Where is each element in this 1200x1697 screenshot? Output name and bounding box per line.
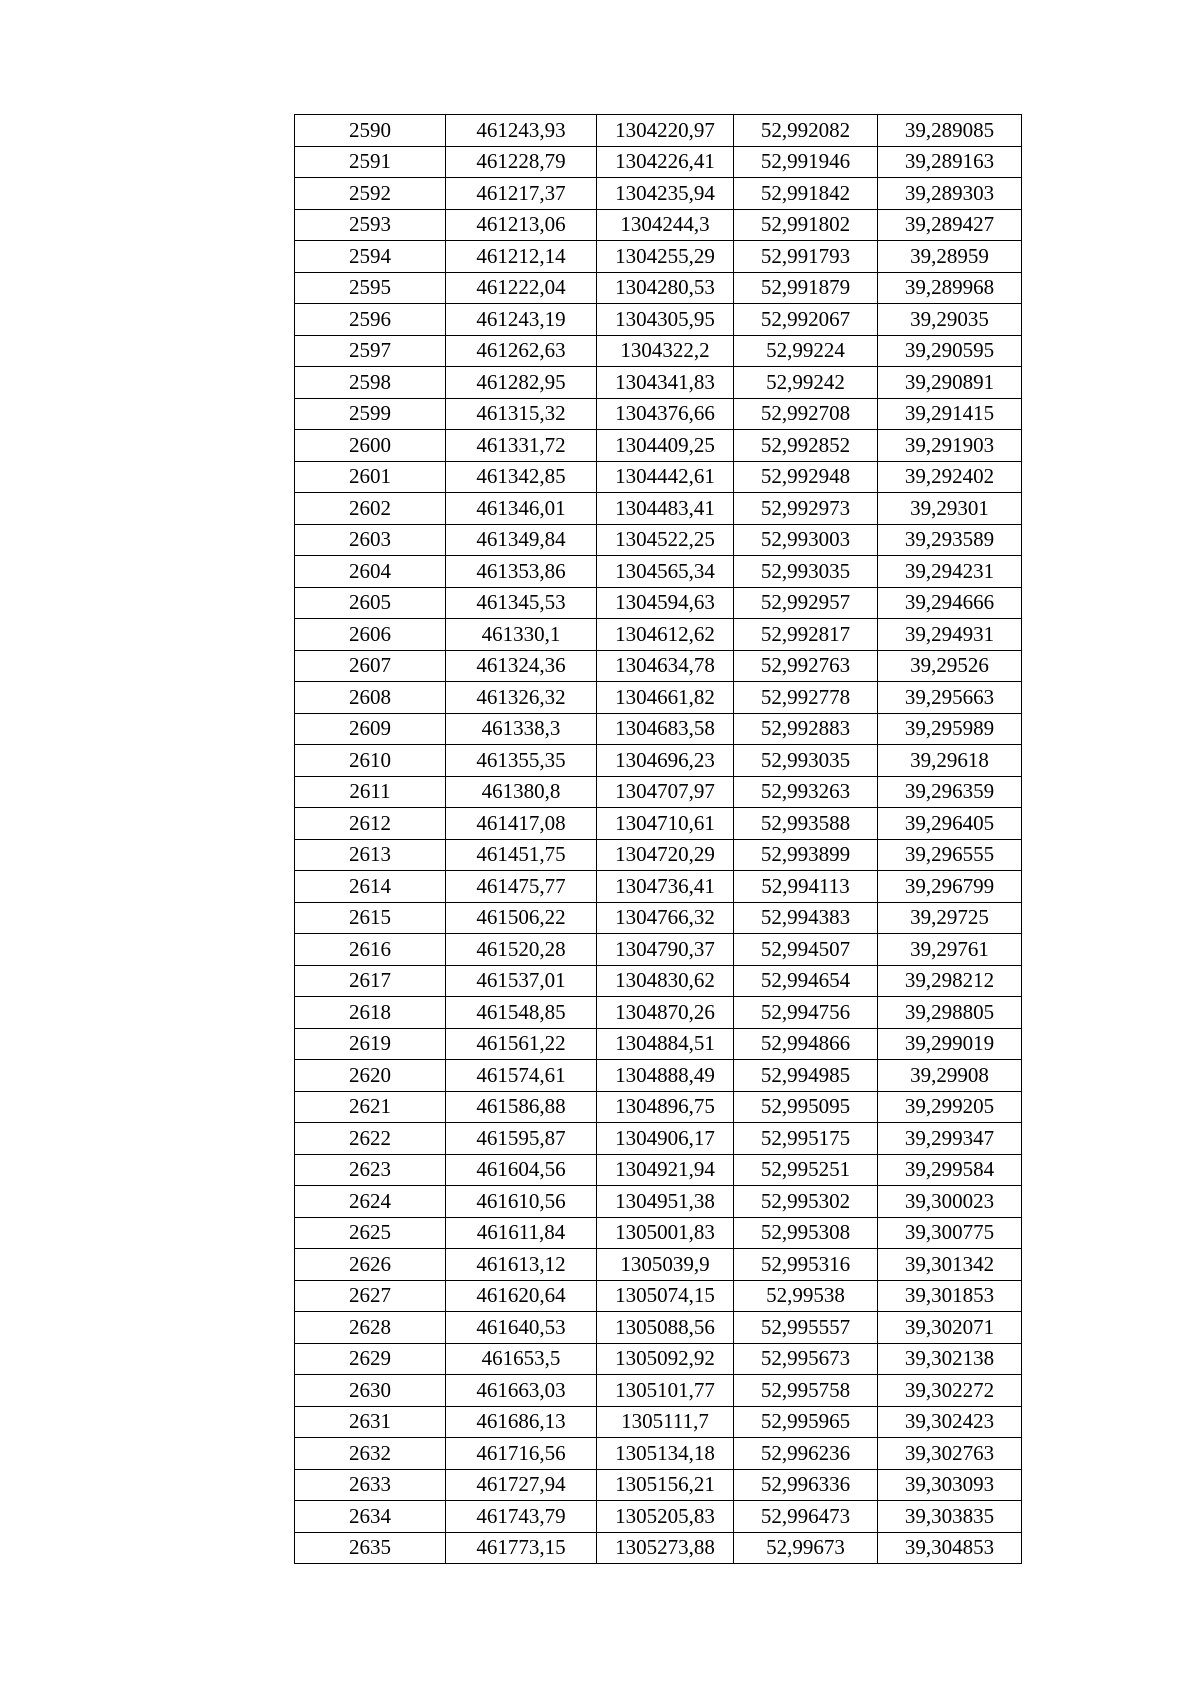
table-row bbox=[295, 1532, 1022, 1564]
y-coordinate-cell: 1304341,83 bbox=[597, 367, 734, 399]
longitude-cell: 39,290891 bbox=[878, 367, 1022, 399]
x-coordinate-cell: 461548,85 bbox=[446, 997, 597, 1029]
point-number-cell: 2595 bbox=[295, 272, 446, 304]
y-coordinate-cell: 1304522,25 bbox=[597, 524, 734, 556]
y-coordinate-cell: 1304790,37 bbox=[597, 934, 734, 966]
latitude-cell: 52,991879 bbox=[734, 272, 878, 304]
point-number-cell: 2613 bbox=[295, 839, 446, 871]
x-coordinate-cell: 461743,79 bbox=[446, 1501, 597, 1533]
point-number-cell: 2631 bbox=[295, 1406, 446, 1438]
table-row bbox=[295, 493, 1022, 525]
table-row bbox=[295, 430, 1022, 462]
y-coordinate-cell: 1304720,29 bbox=[597, 839, 734, 871]
latitude-cell: 52,994756 bbox=[734, 997, 878, 1029]
table-row bbox=[295, 556, 1022, 588]
y-coordinate-cell: 1304661,82 bbox=[597, 682, 734, 714]
table-row bbox=[295, 1343, 1022, 1375]
y-coordinate-cell: 1305205,83 bbox=[597, 1501, 734, 1533]
x-coordinate-cell: 461345,53 bbox=[446, 587, 597, 619]
table-row bbox=[295, 1438, 1022, 1470]
x-coordinate-cell: 461613,12 bbox=[446, 1249, 597, 1281]
latitude-cell: 52,995673 bbox=[734, 1343, 878, 1375]
table-row bbox=[295, 1123, 1022, 1155]
point-number-cell: 2612 bbox=[295, 808, 446, 840]
coordinates-table bbox=[294, 114, 1022, 1564]
longitude-cell: 39,303093 bbox=[878, 1469, 1022, 1501]
longitude-cell: 39,300023 bbox=[878, 1186, 1022, 1218]
point-number-cell: 2625 bbox=[295, 1217, 446, 1249]
y-coordinate-cell: 1304280,53 bbox=[597, 272, 734, 304]
latitude-cell: 52,991946 bbox=[734, 146, 878, 178]
coordinates-table-body bbox=[295, 115, 1022, 1564]
y-coordinate-cell: 1304707,97 bbox=[597, 776, 734, 808]
latitude-cell: 52,99538 bbox=[734, 1280, 878, 1312]
longitude-cell: 39,289163 bbox=[878, 146, 1022, 178]
y-coordinate-cell: 1304565,34 bbox=[597, 556, 734, 588]
point-number-cell: 2619 bbox=[295, 1028, 446, 1060]
point-number-cell: 2622 bbox=[295, 1123, 446, 1155]
table-row bbox=[295, 902, 1022, 934]
table-row bbox=[295, 997, 1022, 1029]
x-coordinate-cell: 461640,53 bbox=[446, 1312, 597, 1344]
x-coordinate-cell: 461243,93 bbox=[446, 115, 597, 147]
x-coordinate-cell: 461324,36 bbox=[446, 650, 597, 682]
longitude-cell: 39,293589 bbox=[878, 524, 1022, 556]
latitude-cell: 52,995251 bbox=[734, 1154, 878, 1186]
latitude-cell: 52,995175 bbox=[734, 1123, 878, 1155]
point-number-cell: 2621 bbox=[295, 1091, 446, 1123]
longitude-cell: 39,296359 bbox=[878, 776, 1022, 808]
latitude-cell: 52,995965 bbox=[734, 1406, 878, 1438]
longitude-cell: 39,304853 bbox=[878, 1532, 1022, 1564]
point-number-cell: 2615 bbox=[295, 902, 446, 934]
y-coordinate-cell: 1305092,92 bbox=[597, 1343, 734, 1375]
longitude-cell: 39,29761 bbox=[878, 934, 1022, 966]
longitude-cell: 39,303835 bbox=[878, 1501, 1022, 1533]
longitude-cell: 39,29301 bbox=[878, 493, 1022, 525]
x-coordinate-cell: 461353,86 bbox=[446, 556, 597, 588]
table-row bbox=[295, 461, 1022, 493]
table-row bbox=[295, 1312, 1022, 1344]
y-coordinate-cell: 1304683,58 bbox=[597, 713, 734, 745]
y-coordinate-cell: 1304594,63 bbox=[597, 587, 734, 619]
x-coordinate-cell: 461212,14 bbox=[446, 241, 597, 273]
table-row bbox=[295, 745, 1022, 777]
y-coordinate-cell: 1304921,94 bbox=[597, 1154, 734, 1186]
longitude-cell: 39,294931 bbox=[878, 619, 1022, 651]
latitude-cell: 52,995758 bbox=[734, 1375, 878, 1407]
x-coordinate-cell: 461604,56 bbox=[446, 1154, 597, 1186]
longitude-cell: 39,294666 bbox=[878, 587, 1022, 619]
y-coordinate-cell: 1304766,32 bbox=[597, 902, 734, 934]
point-number-cell: 2601 bbox=[295, 461, 446, 493]
point-number-cell: 2610 bbox=[295, 745, 446, 777]
x-coordinate-cell: 461213,06 bbox=[446, 209, 597, 241]
table-row bbox=[295, 839, 1022, 871]
longitude-cell: 39,295663 bbox=[878, 682, 1022, 714]
longitude-cell: 39,302423 bbox=[878, 1406, 1022, 1438]
y-coordinate-cell: 1304483,41 bbox=[597, 493, 734, 525]
x-coordinate-cell: 461537,01 bbox=[446, 965, 597, 997]
table-row bbox=[295, 1280, 1022, 1312]
point-number-cell: 2606 bbox=[295, 619, 446, 651]
x-coordinate-cell: 461243,19 bbox=[446, 304, 597, 336]
table-row bbox=[295, 871, 1022, 903]
point-number-cell: 2623 bbox=[295, 1154, 446, 1186]
longitude-cell: 39,28959 bbox=[878, 241, 1022, 273]
x-coordinate-cell: 461331,72 bbox=[446, 430, 597, 462]
y-coordinate-cell: 1305156,21 bbox=[597, 1469, 734, 1501]
x-coordinate-cell: 461417,08 bbox=[446, 808, 597, 840]
point-number-cell: 2590 bbox=[295, 115, 446, 147]
table-row bbox=[295, 1469, 1022, 1501]
y-coordinate-cell: 1304235,94 bbox=[597, 178, 734, 210]
longitude-cell: 39,290595 bbox=[878, 335, 1022, 367]
table-row bbox=[295, 335, 1022, 367]
longitude-cell: 39,289968 bbox=[878, 272, 1022, 304]
longitude-cell: 39,29725 bbox=[878, 902, 1022, 934]
latitude-cell: 52,992778 bbox=[734, 682, 878, 714]
latitude-cell: 52,995095 bbox=[734, 1091, 878, 1123]
table-row bbox=[295, 965, 1022, 997]
table-row bbox=[295, 367, 1022, 399]
y-coordinate-cell: 1305039,9 bbox=[597, 1249, 734, 1281]
latitude-cell: 52,995308 bbox=[734, 1217, 878, 1249]
longitude-cell: 39,300775 bbox=[878, 1217, 1022, 1249]
latitude-cell: 52,993035 bbox=[734, 745, 878, 777]
point-number-cell: 2627 bbox=[295, 1280, 446, 1312]
x-coordinate-cell: 461506,22 bbox=[446, 902, 597, 934]
y-coordinate-cell: 1304906,17 bbox=[597, 1123, 734, 1155]
point-number-cell: 2603 bbox=[295, 524, 446, 556]
longitude-cell: 39,301342 bbox=[878, 1249, 1022, 1281]
longitude-cell: 39,302138 bbox=[878, 1343, 1022, 1375]
latitude-cell: 52,99242 bbox=[734, 367, 878, 399]
latitude-cell: 52,995557 bbox=[734, 1312, 878, 1344]
point-number-cell: 2605 bbox=[295, 587, 446, 619]
table-row bbox=[295, 272, 1022, 304]
y-coordinate-cell: 1304305,95 bbox=[597, 304, 734, 336]
longitude-cell: 39,291415 bbox=[878, 398, 1022, 430]
x-coordinate-cell: 461653,5 bbox=[446, 1343, 597, 1375]
y-coordinate-cell: 1304736,41 bbox=[597, 871, 734, 903]
longitude-cell: 39,302272 bbox=[878, 1375, 1022, 1407]
longitude-cell: 39,289427 bbox=[878, 209, 1022, 241]
longitude-cell: 39,295989 bbox=[878, 713, 1022, 745]
latitude-cell: 52,992763 bbox=[734, 650, 878, 682]
x-coordinate-cell: 461228,79 bbox=[446, 146, 597, 178]
longitude-cell: 39,294231 bbox=[878, 556, 1022, 588]
point-number-cell: 2626 bbox=[295, 1249, 446, 1281]
point-number-cell: 2632 bbox=[295, 1438, 446, 1470]
table-row bbox=[295, 808, 1022, 840]
table-row bbox=[295, 776, 1022, 808]
longitude-cell: 39,296405 bbox=[878, 808, 1022, 840]
point-number-cell: 2597 bbox=[295, 335, 446, 367]
latitude-cell: 52,992948 bbox=[734, 461, 878, 493]
longitude-cell: 39,29618 bbox=[878, 745, 1022, 777]
x-coordinate-cell: 461380,8 bbox=[446, 776, 597, 808]
x-coordinate-cell: 461338,3 bbox=[446, 713, 597, 745]
latitude-cell: 52,993899 bbox=[734, 839, 878, 871]
x-coordinate-cell: 461686,13 bbox=[446, 1406, 597, 1438]
y-coordinate-cell: 1304409,25 bbox=[597, 430, 734, 462]
y-coordinate-cell: 1305111,7 bbox=[597, 1406, 734, 1438]
longitude-cell: 39,291903 bbox=[878, 430, 1022, 462]
latitude-cell: 52,992082 bbox=[734, 115, 878, 147]
point-number-cell: 2628 bbox=[295, 1312, 446, 1344]
latitude-cell: 52,994985 bbox=[734, 1060, 878, 1092]
x-coordinate-cell: 461315,32 bbox=[446, 398, 597, 430]
y-coordinate-cell: 1304830,62 bbox=[597, 965, 734, 997]
point-number-cell: 2617 bbox=[295, 965, 446, 997]
table-row bbox=[295, 241, 1022, 273]
longitude-cell: 39,296799 bbox=[878, 871, 1022, 903]
point-number-cell: 2629 bbox=[295, 1343, 446, 1375]
point-number-cell: 2598 bbox=[295, 367, 446, 399]
y-coordinate-cell: 1304634,78 bbox=[597, 650, 734, 682]
latitude-cell: 52,996236 bbox=[734, 1438, 878, 1470]
x-coordinate-cell: 461262,63 bbox=[446, 335, 597, 367]
x-coordinate-cell: 461663,03 bbox=[446, 1375, 597, 1407]
y-coordinate-cell: 1304870,26 bbox=[597, 997, 734, 1029]
longitude-cell: 39,29526 bbox=[878, 650, 1022, 682]
x-coordinate-cell: 461716,56 bbox=[446, 1438, 597, 1470]
latitude-cell: 52,992883 bbox=[734, 713, 878, 745]
point-number-cell: 2608 bbox=[295, 682, 446, 714]
x-coordinate-cell: 461574,61 bbox=[446, 1060, 597, 1092]
latitude-cell: 52,99673 bbox=[734, 1532, 878, 1564]
point-number-cell: 2594 bbox=[295, 241, 446, 273]
point-number-cell: 2633 bbox=[295, 1469, 446, 1501]
x-coordinate-cell: 461346,01 bbox=[446, 493, 597, 525]
table-row bbox=[295, 1249, 1022, 1281]
longitude-cell: 39,292402 bbox=[878, 461, 1022, 493]
longitude-cell: 39,299584 bbox=[878, 1154, 1022, 1186]
longitude-cell: 39,289303 bbox=[878, 178, 1022, 210]
latitude-cell: 52,992708 bbox=[734, 398, 878, 430]
x-coordinate-cell: 461330,1 bbox=[446, 619, 597, 651]
point-number-cell: 2593 bbox=[295, 209, 446, 241]
point-number-cell: 2611 bbox=[295, 776, 446, 808]
y-coordinate-cell: 1304255,29 bbox=[597, 241, 734, 273]
latitude-cell: 52,99224 bbox=[734, 335, 878, 367]
table-row bbox=[295, 682, 1022, 714]
point-number-cell: 2604 bbox=[295, 556, 446, 588]
x-coordinate-cell: 461326,32 bbox=[446, 682, 597, 714]
point-number-cell: 2635 bbox=[295, 1532, 446, 1564]
x-coordinate-cell: 461217,37 bbox=[446, 178, 597, 210]
table-row bbox=[295, 1060, 1022, 1092]
y-coordinate-cell: 1304888,49 bbox=[597, 1060, 734, 1092]
longitude-cell: 39,301853 bbox=[878, 1280, 1022, 1312]
table-row bbox=[295, 146, 1022, 178]
y-coordinate-cell: 1305134,18 bbox=[597, 1438, 734, 1470]
longitude-cell: 39,296555 bbox=[878, 839, 1022, 871]
latitude-cell: 52,993035 bbox=[734, 556, 878, 588]
x-coordinate-cell: 461586,88 bbox=[446, 1091, 597, 1123]
table-row bbox=[295, 398, 1022, 430]
y-coordinate-cell: 1304884,51 bbox=[597, 1028, 734, 1060]
point-number-cell: 2616 bbox=[295, 934, 446, 966]
table-row bbox=[295, 115, 1022, 147]
x-coordinate-cell: 461355,35 bbox=[446, 745, 597, 777]
y-coordinate-cell: 1305001,83 bbox=[597, 1217, 734, 1249]
y-coordinate-cell: 1304710,61 bbox=[597, 808, 734, 840]
y-coordinate-cell: 1305101,77 bbox=[597, 1375, 734, 1407]
x-coordinate-cell: 461282,95 bbox=[446, 367, 597, 399]
point-number-cell: 2624 bbox=[295, 1186, 446, 1218]
longitude-cell: 39,302763 bbox=[878, 1438, 1022, 1470]
table-row bbox=[295, 587, 1022, 619]
latitude-cell: 52,994113 bbox=[734, 871, 878, 903]
table-row bbox=[295, 524, 1022, 556]
latitude-cell: 52,994654 bbox=[734, 965, 878, 997]
point-number-cell: 2609 bbox=[295, 713, 446, 745]
x-coordinate-cell: 461475,77 bbox=[446, 871, 597, 903]
table-row bbox=[295, 650, 1022, 682]
table-row bbox=[295, 209, 1022, 241]
point-number-cell: 2630 bbox=[295, 1375, 446, 1407]
table-row bbox=[295, 619, 1022, 651]
point-number-cell: 2634 bbox=[295, 1501, 446, 1533]
longitude-cell: 39,29035 bbox=[878, 304, 1022, 336]
x-coordinate-cell: 461610,56 bbox=[446, 1186, 597, 1218]
x-coordinate-cell: 461620,64 bbox=[446, 1280, 597, 1312]
latitude-cell: 52,992852 bbox=[734, 430, 878, 462]
y-coordinate-cell: 1304696,23 bbox=[597, 745, 734, 777]
table-row bbox=[295, 713, 1022, 745]
latitude-cell: 52,994383 bbox=[734, 902, 878, 934]
latitude-cell: 52,993263 bbox=[734, 776, 878, 808]
y-coordinate-cell: 1304376,66 bbox=[597, 398, 734, 430]
y-coordinate-cell: 1305074,15 bbox=[597, 1280, 734, 1312]
y-coordinate-cell: 1304244,3 bbox=[597, 209, 734, 241]
latitude-cell: 52,992817 bbox=[734, 619, 878, 651]
latitude-cell: 52,991842 bbox=[734, 178, 878, 210]
point-number-cell: 2592 bbox=[295, 178, 446, 210]
longitude-cell: 39,299347 bbox=[878, 1123, 1022, 1155]
y-coordinate-cell: 1304220,97 bbox=[597, 115, 734, 147]
x-coordinate-cell: 461349,84 bbox=[446, 524, 597, 556]
y-coordinate-cell: 1305088,56 bbox=[597, 1312, 734, 1344]
point-number-cell: 2620 bbox=[295, 1060, 446, 1092]
latitude-cell: 52,991802 bbox=[734, 209, 878, 241]
latitude-cell: 52,995316 bbox=[734, 1249, 878, 1281]
point-number-cell: 2614 bbox=[295, 871, 446, 903]
longitude-cell: 39,299205 bbox=[878, 1091, 1022, 1123]
x-coordinate-cell: 461342,85 bbox=[446, 461, 597, 493]
point-number-cell: 2599 bbox=[295, 398, 446, 430]
x-coordinate-cell: 461451,75 bbox=[446, 839, 597, 871]
longitude-cell: 39,299019 bbox=[878, 1028, 1022, 1060]
latitude-cell: 52,993588 bbox=[734, 808, 878, 840]
x-coordinate-cell: 461773,15 bbox=[446, 1532, 597, 1564]
table-row bbox=[295, 1186, 1022, 1218]
y-coordinate-cell: 1304322,2 bbox=[597, 335, 734, 367]
latitude-cell: 52,994507 bbox=[734, 934, 878, 966]
table-row bbox=[295, 178, 1022, 210]
longitude-cell: 39,302071 bbox=[878, 1312, 1022, 1344]
latitude-cell: 52,996336 bbox=[734, 1469, 878, 1501]
x-coordinate-cell: 461520,28 bbox=[446, 934, 597, 966]
x-coordinate-cell: 461561,22 bbox=[446, 1028, 597, 1060]
point-number-cell: 2618 bbox=[295, 997, 446, 1029]
y-coordinate-cell: 1304951,38 bbox=[597, 1186, 734, 1218]
latitude-cell: 52,994866 bbox=[734, 1028, 878, 1060]
x-coordinate-cell: 461611,84 bbox=[446, 1217, 597, 1249]
y-coordinate-cell: 1304896,75 bbox=[597, 1091, 734, 1123]
point-number-cell: 2596 bbox=[295, 304, 446, 336]
latitude-cell: 52,992067 bbox=[734, 304, 878, 336]
y-coordinate-cell: 1304226,41 bbox=[597, 146, 734, 178]
longitude-cell: 39,29908 bbox=[878, 1060, 1022, 1092]
table-row bbox=[295, 1154, 1022, 1186]
table-row bbox=[295, 1501, 1022, 1533]
latitude-cell: 52,996473 bbox=[734, 1501, 878, 1533]
longitude-cell: 39,289085 bbox=[878, 115, 1022, 147]
table-row bbox=[295, 1028, 1022, 1060]
y-coordinate-cell: 1304442,61 bbox=[597, 461, 734, 493]
point-number-cell: 2600 bbox=[295, 430, 446, 462]
point-number-cell: 2607 bbox=[295, 650, 446, 682]
y-coordinate-cell: 1304612,62 bbox=[597, 619, 734, 651]
latitude-cell: 52,993003 bbox=[734, 524, 878, 556]
table-row bbox=[295, 304, 1022, 336]
longitude-cell: 39,298212 bbox=[878, 965, 1022, 997]
table-row bbox=[295, 1406, 1022, 1438]
x-coordinate-cell: 461222,04 bbox=[446, 272, 597, 304]
table-row bbox=[295, 1091, 1022, 1123]
point-number-cell: 2591 bbox=[295, 146, 446, 178]
table-row bbox=[295, 934, 1022, 966]
latitude-cell: 52,992957 bbox=[734, 587, 878, 619]
latitude-cell: 52,991793 bbox=[734, 241, 878, 273]
x-coordinate-cell: 461595,87 bbox=[446, 1123, 597, 1155]
latitude-cell: 52,992973 bbox=[734, 493, 878, 525]
y-coordinate-cell: 1305273,88 bbox=[597, 1532, 734, 1564]
point-number-cell: 2602 bbox=[295, 493, 446, 525]
longitude-cell: 39,298805 bbox=[878, 997, 1022, 1029]
table-row bbox=[295, 1217, 1022, 1249]
table-row bbox=[295, 1375, 1022, 1407]
x-coordinate-cell: 461727,94 bbox=[446, 1469, 597, 1501]
latitude-cell: 52,995302 bbox=[734, 1186, 878, 1218]
